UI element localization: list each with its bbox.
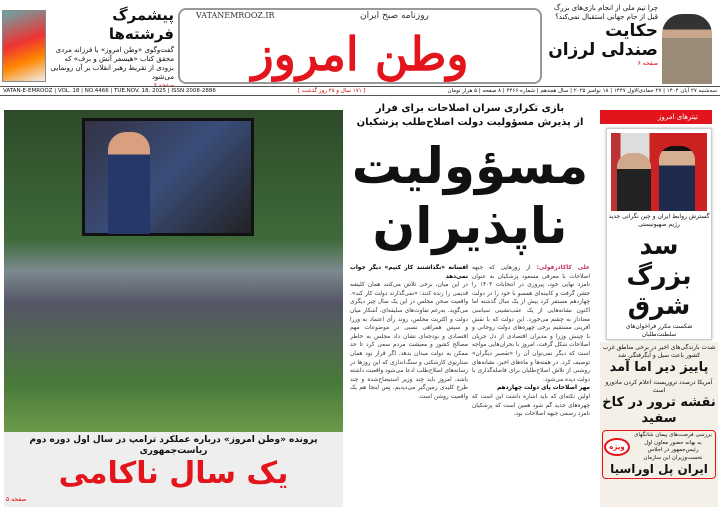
teaser-kicker: چرا تیم ملی از انجام بازی‌های بزرگ قبل از جام جهانی استقبال نمی‌کند؟ — [553, 4, 658, 21]
masthead — [0, 0, 720, 89]
story-headline[interactable]: نقشه ترور در کاخ سفید — [602, 395, 716, 426]
speaker-figure — [108, 132, 150, 234]
story-kicker: گسترش روابط ایران و چین نگرانی جدید رژیم صهیونیستی — [608, 213, 710, 228]
kicker-line: بازی تکراری سران اصلاحات برای فرار — [375, 103, 565, 114]
main-story — [350, 102, 590, 507]
story-headline[interactable]: پاییز دیر اما آمد — [609, 360, 709, 375]
right-bottom-stories — [600, 342, 718, 507]
special-story-frame — [602, 430, 716, 479]
article-text: از روزهایی که جبهه اصلاحات با معرفی مسعود پزشکیان به عنوان نامزد نهایی خود، پیروزی در انتخابات ۱۴۰۳ را جشن گرفت و کابینه‌ای همسو با خود را در دولت چهاردهم مستقر کرد بیش از یک سال گذشته اما اکنون نشانه‌هایی از یک عقب‌نشینی سیاسی معنادار به چشم می‌خورد. این دولت که با نقش آفرینی مستقیم برخی چهره‌های دولت روحانی و با چینش وزرا و مدیران اقتصادی از دل جریان اصلاحات شکل گرفت، امروز با بحران‌هایی مواجه است که دیگر نمی‌توان آن را «تقصیر دیگران» توصیف کرد. در هفته‌ها و ماه‌های اخیر، نشانه‌های روشنی از تلاش اصلاح‌طلبان برای فاصله‌گذاری با دولت دیده می‌شود. — [472, 265, 590, 383]
issue-info-persian: سه‌شنبه ۲۷ آبان ۱۴۰۴ | ۲۷ جمادی‌الاول ۱۴۴۷ | ۱۸ نوامبر ۲۰۲۵ | سال هجدهم | شماره ۴۴۶۶ | ۸ صفحه | ۵ هزار تومان — [447, 88, 717, 94]
issue-info-bar — [0, 86, 720, 96]
story-footer: شکست مکرر فراخوان‌های سلطنت‌طلبان — [625, 323, 693, 338]
article-text: اولین نکته‌ای که باید اشاره داشت این است که چهره‌های جدید گم شود همین است که پزشکیان نامزد رسمی جبهه اصلاحات بود. — [472, 393, 590, 418]
left-story-kicker: پرونده «وطن امروز» درباره عملکرد ترامپ در سال اول دوره دوم ریاست‌جمهوری — [29, 435, 318, 456]
person-right — [659, 146, 695, 211]
story-headline[interactable]: ایران پل اوراسیا — [610, 462, 708, 476]
leaders-handshake-photo — [611, 133, 707, 211]
tagline: روزنامه صبح ایران — [360, 11, 429, 21]
section-label: تیترهای امروز — [600, 110, 712, 124]
subheading: افسانه «نگذاشتند کار کنیم» دیگر جواب نمی‌دهد — [350, 265, 468, 280]
left-teaser[interactable] — [50, 6, 174, 90]
special-badge: ویژه — [604, 438, 630, 456]
headline-line: ناپذیران — [372, 197, 568, 255]
story-2 — [602, 344, 716, 376]
story-kicker: آمریکا درصدد تروریست اعلام کردن مادورو است — [605, 379, 713, 394]
headline-line: مسؤولیت — [351, 137, 589, 195]
right-teaser[interactable] — [546, 4, 658, 68]
story-headline[interactable]: سد بزرگ شرق — [626, 231, 692, 320]
right-top-story-box — [606, 128, 712, 340]
left-story-headline[interactable]: یک سال ناکامی — [58, 456, 289, 491]
article-column-2 — [350, 264, 468, 507]
issue-info-mid: [ ۱۷۱ سال و ۲۸ روز گذشت ] — [297, 88, 366, 94]
article-text: در این میان، برخی تلاش می‌کنند همان کلیشه قدیمی را زنده کنند: «نمی‌گذارند دولت کار کند». واقعیت صحن مجلس در این یک سال چیز دیگری می‌گوید. به‌رغم تفاوت‌های سلیقه‌ای، آشکار میان دولت و اکثریت مجلس، روند رأی اعتماد به وزرا و سپس همراهی نسبی در موضوعات مهم اقتصادی و بودجه‌ای نشان داد مجلس به خاطر مصالح کشور و معیشت مردم سعی کرد تا حد ممکن به دولت میدان بدهد. اگر قرار بود همان سناریوی کارشکنی و سنگ‌اندازی که این روزها در رسانه‌های اصلاح‌طلب ادعا می‌شود واقعیت داشته باشد، امروز باید چند وزیر استیضاح‌شده و چند طرح کلیدی زمین‌گیر می‌دیدیم. پس اینجا هم یک واقعیت روشن است. — [350, 282, 468, 400]
kicker-line: از پذیرش مسؤولیت دولت اصلاح‌طلب پزشکیان — [356, 117, 584, 128]
page-ref: صفحه ۵ — [6, 496, 27, 503]
site-url[interactable]: VATANEMROOZ.IR — [196, 11, 275, 20]
story-kicker: شدت بارندگی‌های اخیر در برخی مناطق غرب کشور باعث سیل و آبگرفتگی شد — [602, 344, 716, 359]
book-cover-image — [2, 10, 46, 82]
issue-info-latin: VATAN-E-EMROOZ | VOL. 18 | NO.4466 | TUE.NOV. 18, 2025 | ISSN 2008-2886 — [3, 88, 216, 94]
left-story-box — [4, 432, 343, 507]
teaser-title: پیشمرگ فرشته‌ها — [108, 6, 174, 43]
newspaper-logo: وطن امروز — [251, 27, 469, 81]
subheading: مهر اصلاحات پای دولت چهاردهم — [497, 385, 590, 392]
article-column-1 — [472, 264, 590, 507]
story-kicker: بررسی فرصت‌های پیمان شانگهای به بهانه حضور معاون اول رئیس‌جمهور در اجلاس نخست‌وزیران این سازمان — [634, 432, 712, 461]
page-ref: صفحه ۶ — [637, 60, 658, 67]
person-left — [617, 153, 651, 211]
teaser-title: حکایت صندلی لرزان — [548, 21, 658, 60]
special-story-top — [604, 432, 714, 462]
main-headline[interactable] — [350, 136, 590, 256]
page-ref: صفحه ۶ — [153, 82, 174, 89]
article-columns — [350, 264, 590, 507]
person-photo — [662, 14, 712, 84]
story-3 — [602, 379, 716, 427]
main-story-kicker — [350, 102, 590, 130]
author: علی کاکادزفولی: — [536, 265, 590, 271]
teaser-body: گفت‌وگوی «وطن امروز» با فرزانه مردی محقق کتاب «هیسفر آتش و برف» که بزودی از تقریظ رهبر انقلاب بر آن رونمایی می‌شود — [50, 46, 174, 81]
